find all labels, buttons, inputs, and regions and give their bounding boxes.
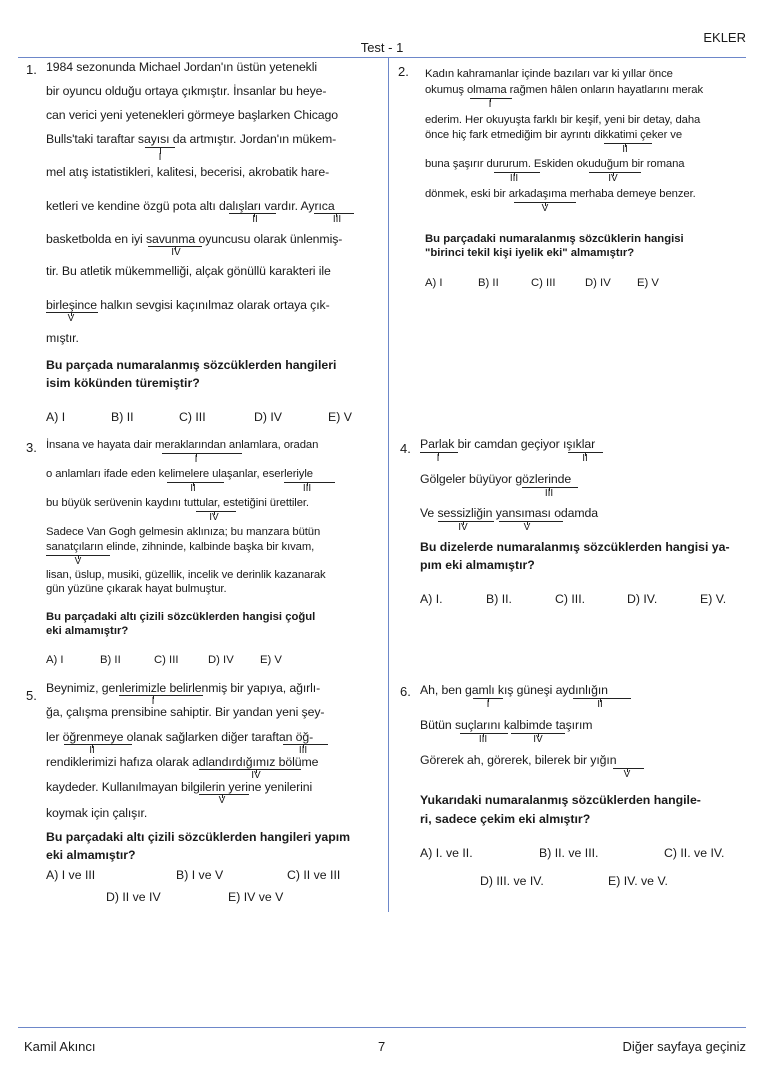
q1-option-a[interactable]: A) I: [46, 410, 66, 424]
mark-I: I: [158, 152, 162, 163]
q2-prompt: "birinci tekil kişi iyelik eki" almamıştır?: [425, 247, 635, 259]
q1-line: tir. Bu atletik mükemmelliği, alçak gönüllü karakteri ile: [46, 264, 331, 278]
mark-V: V: [541, 203, 549, 214]
header-topic: EKLER: [703, 30, 746, 45]
q2-line: dönmek, eski bir arkadaşıma merhaba demeye benzer.: [425, 188, 696, 200]
q6-option-e[interactable]: E) IV. ve V.: [608, 874, 668, 888]
q1-line: 1984 sezonunda Michael Jordan'ın üstün yetenekli: [46, 60, 317, 74]
q3-line: bu büyük serüvenin kaydını tuttular, estetiğini ürettiler.: [46, 497, 309, 509]
mark-III: III: [478, 734, 488, 745]
q1-option-b[interactable]: B) II: [111, 410, 134, 424]
mark-II: II: [252, 214, 258, 225]
q4-line: Gölgeler büyüyor gözlerinde: [420, 472, 572, 486]
q2-line: ederim. Her okuyuşta farklı bir keşif, yeni bir detay, daha: [425, 114, 701, 126]
mark-II: II: [89, 745, 95, 756]
q4-option-e[interactable]: E) V.: [700, 592, 727, 606]
q3-prompt: eki almamıştır?: [46, 625, 129, 637]
q5-option-c[interactable]: C) II ve III: [287, 868, 341, 882]
q1-option-c[interactable]: C) III: [179, 410, 206, 424]
q6-prompt: ri, sadece çekim eki almıştır?: [420, 812, 591, 826]
q6-option-b[interactable]: B) II. ve III.: [539, 846, 599, 860]
mark-V: V: [67, 313, 75, 324]
q5-line: koymak için çalışır.: [46, 806, 148, 820]
q1-line: mıştır.: [46, 331, 79, 345]
q2-line: buna şaşırır dururum. Eskiden okuduğum bir romana: [425, 158, 685, 170]
mark-I: I: [151, 696, 155, 707]
q4-number: 4.: [400, 441, 411, 456]
q3-line: İnsana ve hayata dair meraklarından anlamlara, oradan: [46, 439, 319, 451]
mark-I: I: [436, 453, 440, 464]
mark-III: III: [302, 483, 312, 494]
q4-prompt: Bu dizelerde numaralanmış sözcüklerden hangisi ya-: [420, 540, 730, 554]
q5-number: 5.: [26, 688, 37, 703]
q5-line: ler öğrenmeye olanak sağlarken diğer taraftan öğ-: [46, 730, 314, 744]
q6-line: Ah, ben gamlı kış güneşi aydınlığın: [420, 683, 608, 697]
q6-prompt: Yukarıdaki numaralanmış sözcüklerden hangile-: [420, 793, 701, 807]
mark-IV: IV: [533, 734, 543, 745]
q6-line: Bütün suçlarını kalbimde taşırım: [420, 718, 593, 732]
q4-option-a[interactable]: A) I.: [420, 592, 443, 606]
q3-option-b[interactable]: B) II: [100, 654, 121, 666]
mark-V: V: [74, 556, 82, 567]
q3-line: Sadece Van Gogh gelmesin aklınıza; bu manzara bütün: [46, 526, 321, 538]
q2-prompt: Bu parçadaki numaralanmış sözcüklerin hangisi: [425, 233, 684, 245]
q5-prompt: eki almamıştır?: [46, 848, 136, 862]
q3-line: gün yüzüne çıkarak hayat bulmuştur.: [46, 583, 227, 595]
q6-number: 6.: [400, 684, 411, 699]
q5-line: rendiklerimizi hafıza olarak adlandırdığımız bölüme: [46, 755, 319, 769]
mark-II: II: [622, 144, 628, 155]
q3-option-c[interactable]: C) III: [154, 654, 179, 666]
q4-option-d[interactable]: D) IV.: [627, 592, 658, 606]
q2-option-a[interactable]: A) I: [425, 277, 443, 289]
q1-number: 1.: [26, 62, 37, 77]
mark-IV: IV: [458, 522, 468, 533]
footer-page-number: 7: [378, 1039, 386, 1054]
q5-prompt: Bu parçadaki altı çizili sözcüklerden hangileri yapım: [46, 830, 351, 844]
q5-line: kaydeder. Kullanılmayan bilgilerin yerine yenilerini: [46, 780, 313, 794]
q5-line: Beynimiz, genlerimizle belirlenmiş bir yapıya, ağırlı-: [46, 681, 321, 695]
mark-I: I: [194, 454, 198, 465]
q6-option-c[interactable]: C) II. ve IV.: [664, 846, 725, 860]
q2-line: önce hiç fark etmediğim bir ayrıntı dikkatimi çeker ve: [425, 129, 683, 141]
mark-I: I: [488, 99, 492, 110]
q3-option-d[interactable]: D) IV: [208, 654, 234, 666]
q2-number: 2.: [398, 64, 409, 79]
word-underline: [119, 695, 203, 696]
mark-I: I: [486, 699, 490, 710]
q4-option-c[interactable]: C) III.: [555, 592, 586, 606]
q1-line: can verici yeni yetenekleri görmeye başlarken Chicago: [46, 108, 339, 122]
q3-option-e[interactable]: E) V: [260, 654, 282, 666]
q1-option-e[interactable]: E) V: [328, 410, 352, 424]
q5-option-d[interactable]: D) II ve IV: [106, 890, 161, 904]
mark-III: III: [509, 173, 519, 184]
mark-II: II: [582, 453, 588, 464]
q1-option-d[interactable]: D) IV: [254, 410, 283, 424]
q6-option-d[interactable]: D) III. ve IV.: [480, 874, 544, 888]
footer-author: Kamil Akıncı: [24, 1039, 96, 1054]
q2-option-c[interactable]: C) III: [531, 277, 556, 289]
q2-option-e[interactable]: E) V: [637, 277, 659, 289]
column-divider: [388, 57, 389, 912]
q6-line: Görerek ah, görerek, bilerek bir yığın: [420, 753, 617, 767]
q1-prompt: isim kökünden türemiştir?: [46, 376, 200, 390]
mark-IV: IV: [608, 173, 618, 184]
q1-line: birleşince halkın sevgisi kaçınılmaz olarak ortaya çık-: [46, 298, 330, 312]
mark-V: V: [623, 769, 631, 780]
q1-line: basketbolda en iyi savunma oyuncusu olarak ünlenmiş-: [46, 232, 343, 246]
q6-option-a[interactable]: A) I. ve II.: [420, 846, 473, 860]
q4-prompt: pım eki almamıştır?: [420, 558, 535, 572]
mark-II: II: [190, 483, 196, 494]
q4-line: Parlak bir camdan geçiyor ışıklar: [420, 437, 596, 451]
mark-IV: IV: [209, 512, 219, 523]
q3-option-a[interactable]: A) I: [46, 654, 64, 666]
q5-option-b[interactable]: B) I ve V: [176, 868, 224, 882]
bottom-rule: [18, 1027, 746, 1028]
q3-prompt: Bu parçadaki altı çizili sözcüklerden hangisi çoğul: [46, 611, 316, 623]
q2-option-b[interactable]: B) II: [478, 277, 499, 289]
q3-line: o anlamları ifade eden kelimelere ulaşanlar, eserleriyle: [46, 468, 313, 480]
q1-line: ketleri ve kendine özgü pota altı dalışları vardır. Ayrıca: [46, 199, 335, 213]
q2-option-d[interactable]: D) IV: [585, 277, 611, 289]
word-underline: [162, 453, 242, 454]
mark-IV: IV: [171, 247, 181, 258]
q1-prompt: Bu parçada numaralanmış sözcüklerden hangileri: [46, 358, 337, 372]
q1-line: mel atış istatistikleri, kalitesi, becerisi, akrobatik hare-: [46, 165, 330, 179]
q5-option-a[interactable]: A) I ve III: [46, 868, 96, 882]
mark-III: III: [298, 745, 308, 756]
header-test-title: Test - 1: [360, 40, 404, 55]
mark-II: II: [597, 699, 603, 710]
q3-line: sanatçıların elinde, zihninde, kalbinde başka bir kıvam,: [46, 541, 315, 553]
q5-line: ğa, çalışma prensibine sahiptir. Bir yandan yeni şey-: [46, 705, 325, 719]
q4-line: Ve sessizliğin yansıması odamda: [420, 506, 599, 520]
mark-IV: IV: [251, 770, 261, 781]
mark-III: III: [544, 488, 554, 499]
footer-next-page: Diğer sayfaya geçiniz: [622, 1039, 746, 1054]
q2-line: okumuş olmama rağmen hâlen onların hayatlarını merak: [425, 84, 703, 96]
q1-line: bir oyuncu olduğu ortaya çıkmıştır. İnsanlar bu heye-: [46, 84, 327, 98]
mark-V: V: [523, 522, 531, 533]
mark-V: V: [218, 795, 226, 806]
q4-option-b[interactable]: B) II.: [486, 592, 512, 606]
q5-option-e[interactable]: E) IV ve V: [228, 890, 284, 904]
q2-line: Kadın kahramanlar içinde bazıları var ki yıllar önce: [425, 68, 673, 80]
top-rule: [18, 57, 746, 58]
mark-III: III: [332, 214, 342, 225]
q3-number: 3.: [26, 440, 37, 455]
q3-line: lisan, üslup, musiki, güzellik, incelik ve derinlik kazanarak: [46, 569, 326, 581]
q1-line: Bulls'taki taraftar sayısı da artmıştır. Jordan'ın mükem-: [46, 132, 337, 146]
